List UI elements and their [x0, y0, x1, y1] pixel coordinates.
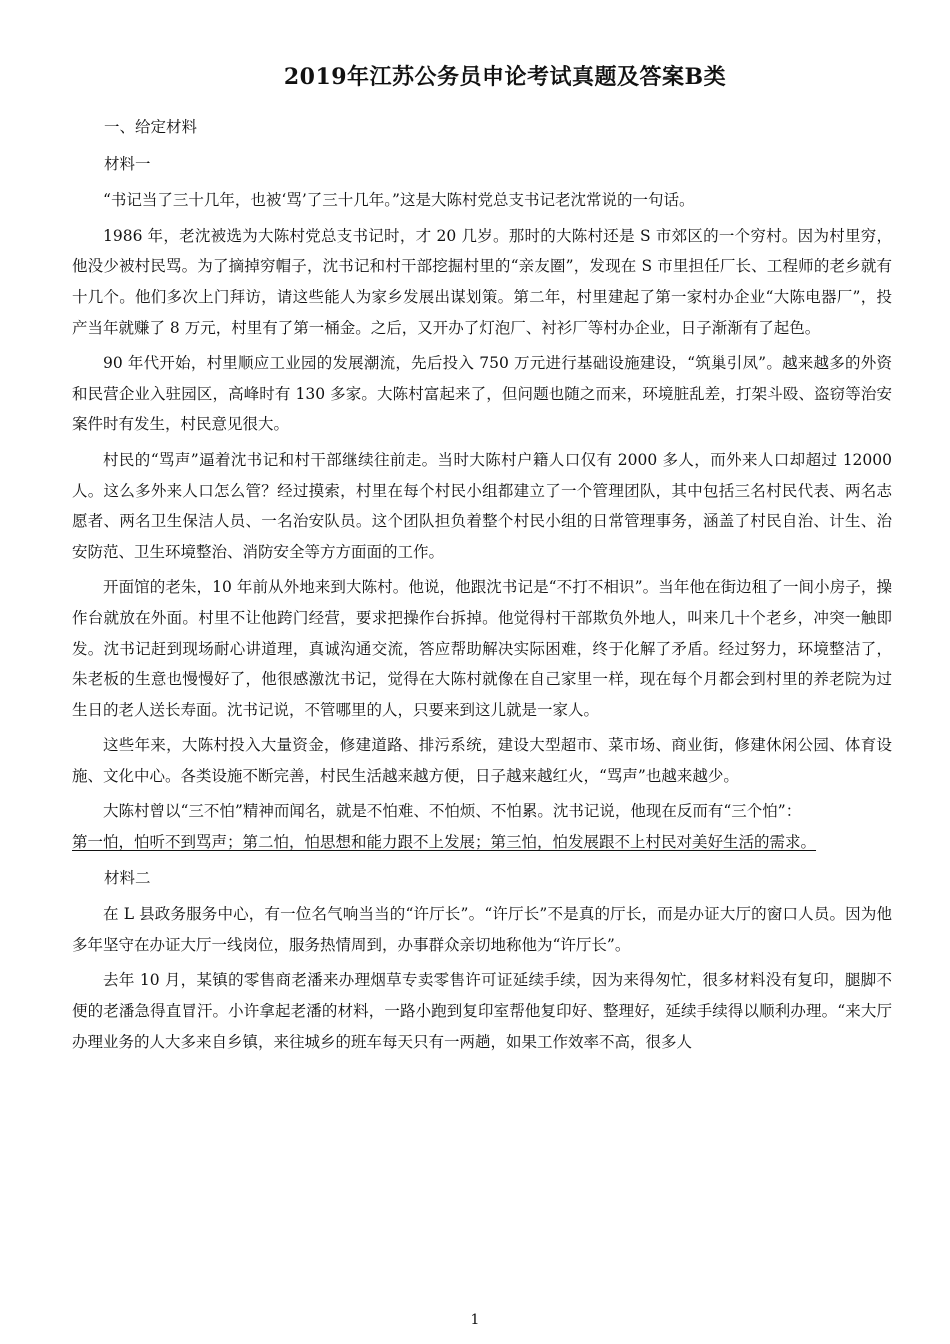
- document-body: [72, 112, 892, 1062]
- paragraph: “书记当了三十几年，也被‘骂’了三十几年。”这是大陈村党总支书记老沈常说的一句话。: [103, 191, 695, 210]
- paragraph: 在 L 县政务服务中心，有一位名气响当当的“许厅长”。“许厅长”不是真的厅长，而是办证大厅的窗口人员。因为他多年坚守在办证大厅一线岗位，服务热情周到，办事群众亲切地称他为“许厅长”。: [72, 905, 892, 954]
- page-title: 2019年江苏公务员申论考试真题及答案B类: [283, 64, 727, 90]
- paragraph: 90 年代开始，村里顺应工业园的发展潮流，先后投入 750 万元进行基础设施建设，“筑巢引凤”。越来越多的外资和民营企业入驻园区，高峰时有 130 多家。大陈村富起来了，但问题也随之而来，环境脏乱差，打架斗殴、盗窃等治安案件时有发生，村民意见很大。: [72, 354, 892, 434]
- paragraph: 村民的“骂声”逼着沈书记和村干部继续往前走。当时大陈村户籍人口仅有 2000 多人，而外来人口却超过 12000 人。这么多外来人口怎么管？经过摸索，村里在每个村民小组都建立了一个管理团队，其中包括三名村民代表、两名志愿者、两名卫生保洁人员、一名治安队员。这个团队担负着整个村民小组的日常管理事务，涵盖了村民自治、计生、治安防范、卫生环境整治、消防安全等方方面面的工作。: [72, 450, 892, 561]
- material-label: 材料一: [104, 154, 151, 173]
- paragraph: 1986 年，老沈被选为大陈村党总支书记时，才 20 几岁。那时的大陈村还是 S 市郊区的一个穷村。因为村里穷，他没少被村民骂。为了摘掉穷帽子，沈书记和村干部挖掘村里的“亲友圈”，发现在 S 市里担任厂长、工程师的老乡就有十几个。他们多次上门拜访，请这些能人为家乡发展出谋划策。第二年，村里建起了第一家村办企业“大陈电器厂”，投产当年就赚了 8 万元，村里有了第一桶金。之后，又开办了灯泡厂、衬衫厂等村办企业，日子渐渐有了起色。: [72, 226, 892, 337]
- material-label: 材料二: [104, 868, 151, 887]
- paragraph: 这些年来，大陈村投入大量资金，修建道路、排污系统，建设大型超市、菜市场、商业街，修建休闲公园、体育设施、文化中心。各类设施不断完善，村民生活越来越方便，日子越来越红火，“骂声”也越来越少。: [72, 736, 892, 785]
- page-number: 1: [470, 1312, 480, 1328]
- paragraph: 大陈村曾以“三不怕”精神而闻名，就是不怕难、不怕烦、不怕累。沈书记说，他现在反而有“三个怕”：: [103, 802, 802, 821]
- paragraph: 去年 10 月，某镇的零售商老潘来办理烟草专卖零售许可证延续手续，因为来得匆忙，很多材料没有复印，腿脚不便的老潘急得直冒汗。小许拿起老潘的材料，一路小跑到复印室帮他复印好、整理好，延续手续得以顺利办理。“来大厅办理业务的人大多来自乡镇，来往城乡的班车每天只有一两趟，如果工作效率不高，很多人: [72, 971, 892, 1051]
- paragraph: 开面馆的老朱，10 年前从外地来到大陈村。他说，他跟沈书记是“不打不相识”。当年他在街边租了一间小房子，操作台就放在外面。村里不让他跨门经营，要求把操作台拆掉。他觉得村干部欺负外地人，叫来几十个老乡，冲突一触即发。沈书记赶到现场耐心讲道理，真诚沟通交流，答应帮助解决实际困难，终于化解了矛盾。经过努力，环境整洁了，朱老板的生意也慢慢好了，他很感激沈书记，觉得在大陈村就像在自己家里一样，现在每个月都会到村里的养老院为过生日的老人送长寿面。沈书记说，不管哪里的人，只要来到这儿就是一家人。: [72, 578, 892, 719]
- underlined-passage: 第一怕，怕听不到骂声；第二怕，怕思想和能力跟不上发展；第三怕，怕发展跟不上村民对美好生活的需求。: [72, 833, 817, 852]
- section-heading: 一、给定材料: [104, 118, 198, 136]
